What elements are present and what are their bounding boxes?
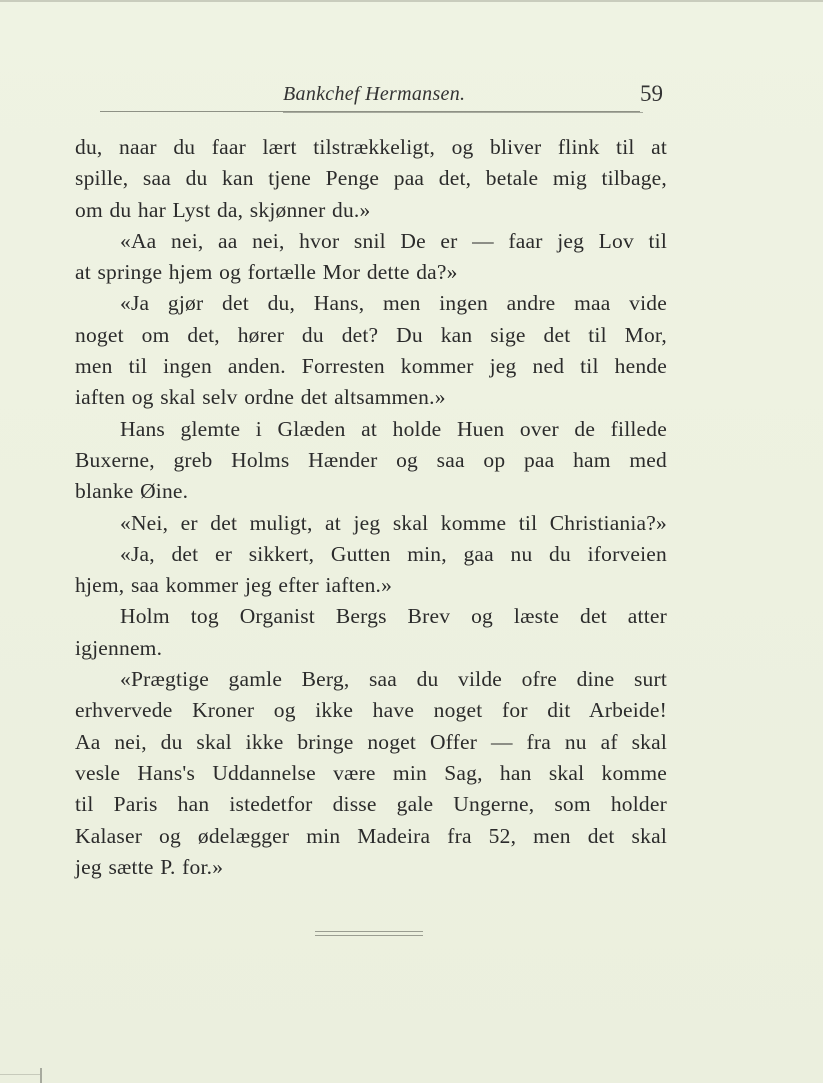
- text-line: Holm tog Organist Bergs Brev og læste det atter: [120, 604, 667, 629]
- running-head: Bankchef Hermansen.: [283, 83, 466, 105]
- text-line: om du har Lyst da, skjønner du.»: [75, 197, 371, 222]
- page-number: 59: [640, 81, 663, 106]
- text-line: «Aa nei, aa nei, hvor snil De er — faar jeg Lov til: [120, 228, 667, 253]
- body-text: [75, 132, 667, 883]
- text-line: vesle Hans's Uddannelse være min Sag, han skal komme: [75, 760, 667, 785]
- text-line: «Ja, det er sikkert, Gutten min, gaa nu du iforveien: [120, 541, 667, 566]
- text-line: at springe hjem og fortælle Mor dette da?»: [75, 260, 458, 285]
- text-line: «Prægtige gamle Berg, saa du vilde ofre dine surt: [120, 667, 667, 692]
- text-line: men til ingen anden. Forresten kommer jeg ned til hende: [75, 354, 667, 379]
- text-line: spille, saa du kan tjene Penge paa det, betale mig tilbage,: [75, 166, 667, 191]
- text-line: «Ja gjør det du, Hans, men ingen andre maa vide: [120, 291, 667, 316]
- text-line: erhvervede Kroner og ikke have noget for dit Arbeide!: [75, 698, 667, 723]
- ornament-rule-bottom: [315, 935, 423, 936]
- text-line: blanke Øine.: [75, 479, 189, 504]
- text-line: igjennem.: [75, 635, 163, 660]
- page-header: [0, 80, 823, 116]
- page-mark-horizontal: [0, 1074, 40, 1075]
- text-line: iaften og skal selv ordne det altsammen.»: [75, 385, 446, 410]
- text-line: «Nei, er det muligt, at jeg skal komme til Christiania?»: [120, 510, 667, 535]
- page-mark: [40, 1068, 42, 1083]
- text-line: Buxerne, greb Holms Hænder og saa op paa ham med: [75, 447, 667, 472]
- text-line: jeg sætte P. for.»: [75, 854, 224, 879]
- ornament-rule-top: [315, 931, 423, 932]
- text-line: til Paris han istedetfor disse gale Ungerne, som holder: [75, 792, 667, 817]
- text-line: du, naar du faar lært tilstrækkeligt, og bliver flink til at: [75, 135, 667, 159]
- page-top-edge: [0, 0, 823, 2]
- text-line: hjem, saa kommer jeg efter iaften.»: [75, 573, 393, 598]
- header-rule-secondary: [283, 112, 643, 113]
- end-ornament: [315, 930, 423, 938]
- text-line: noget om det, hører du det? Du kan sige det til Mor,: [75, 322, 667, 347]
- text-line: Kalaser og ødelægger min Madeira fra 52, men det skal: [75, 823, 667, 848]
- text-line: Aa nei, du skal ikke bringe noget Offer — fra nu af skal: [75, 729, 667, 754]
- text-line: Hans glemte i Glæden at holde Huen over de fillede: [120, 416, 667, 441]
